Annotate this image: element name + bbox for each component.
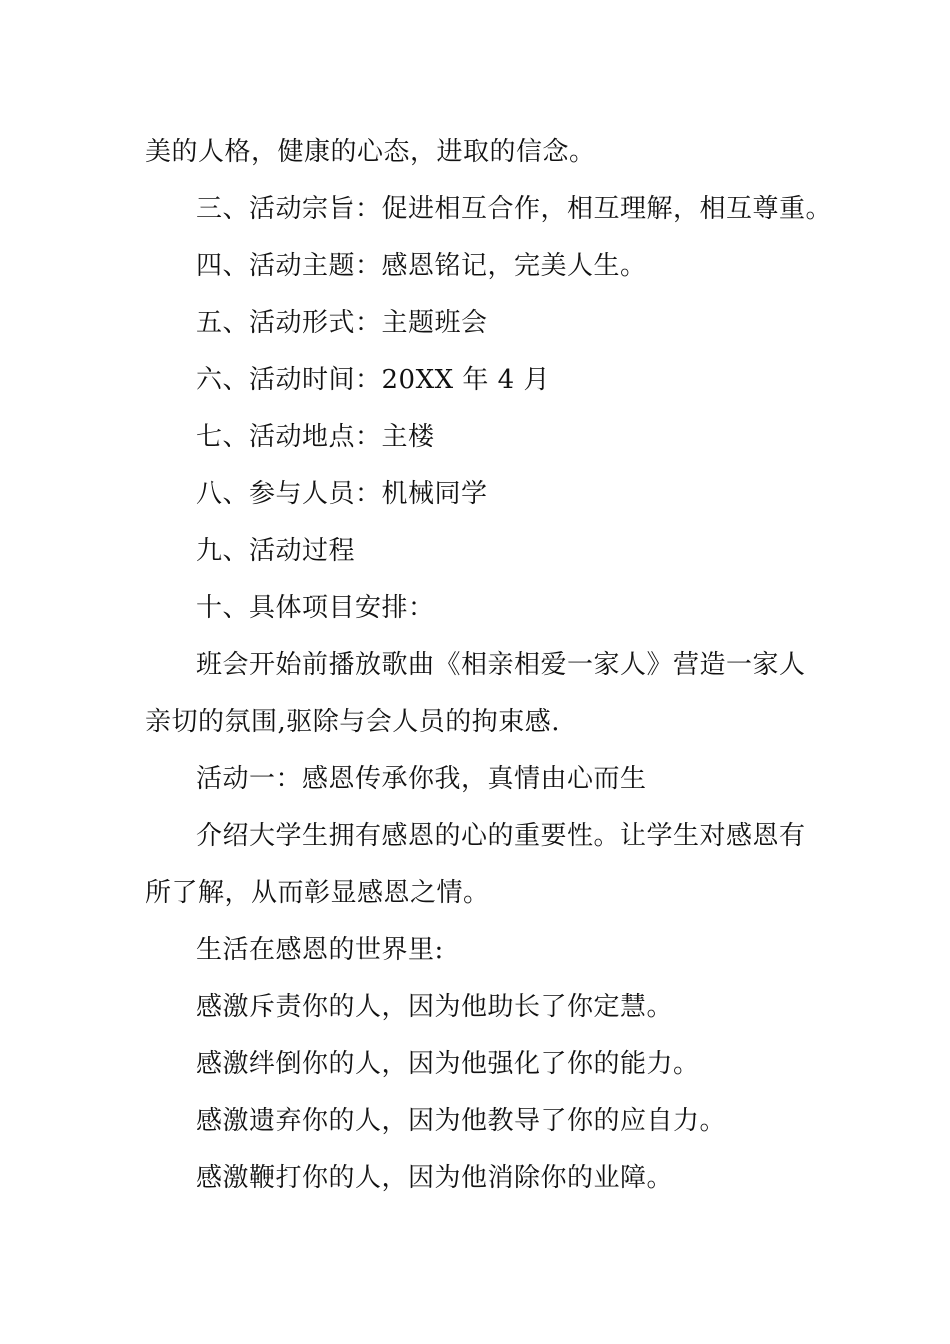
text-line: 亲切的氛围,驱除与会人员的拘束感.: [145, 707, 561, 737]
text-line: 五、活动形式：主题班会: [196, 308, 488, 338]
text-line: 生活在感恩的世界里:: [196, 935, 444, 965]
text-line: 感激鞭打你的人，因为他消除你的业障。: [196, 1163, 674, 1193]
text-line: 三、活动宗旨：促进相互合作，相互理解，相互尊重。: [196, 194, 833, 224]
text-line: 活动一：感恩传承你我，真情由心而生: [196, 764, 647, 794]
text-line: 九、活动过程: [196, 536, 356, 566]
text-line: 所了解，从而彰显感恩之情。: [145, 878, 490, 908]
text-line: 班会开始前播放歌曲《相亲相爱一家人》营造一家人: [196, 650, 806, 680]
text-line: 六、活动时间：20XX 年 4 月: [196, 365, 550, 395]
text-line: 十、具体项目安排：: [196, 593, 435, 623]
text-line: 介绍大学生拥有感恩的心的重要性。让学生对感恩有: [196, 821, 806, 851]
text-line: 感激遗弃你的人，因为他教导了你的应自力。: [196, 1106, 727, 1136]
text-line: 感激斥责你的人，因为他助长了你定慧。: [196, 992, 674, 1022]
text-line: 四、活动主题：感恩铭记，完美人生。: [196, 251, 647, 281]
text-line: 八、参与人员：机械同学: [196, 479, 488, 509]
text-line: 感激绊倒你的人，因为他强化了你的能力。: [196, 1049, 700, 1079]
text-line: 美的人格，健康的心态，进取的信念。: [145, 137, 596, 167]
text-line: 七、活动地点：主楼: [196, 422, 435, 452]
